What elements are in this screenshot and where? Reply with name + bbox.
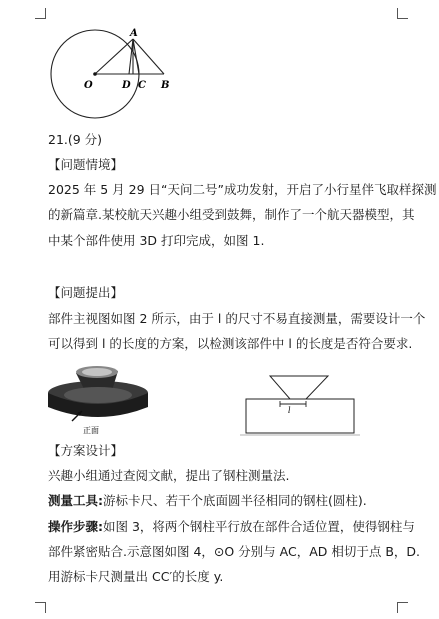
tools-text: 游标卡尺、若干个底面圆半径相同的钢柱(圆柱). — [103, 493, 367, 508]
page-corner-mark — [397, 602, 408, 613]
situation-line-3: 中某个部件使用 3D 打印完成，如图 1. — [48, 233, 265, 248]
center-point — [93, 72, 97, 76]
line-ao — [95, 39, 133, 74]
design-line-1: 兴趣小组通过查阅文献，提出了钢柱测量法. — [48, 468, 290, 483]
label-o: O — [84, 80, 93, 91]
steps-line-2: 部件紧密贴合.示意图如图 4，⊙O 分别与 AC，AD 相切于点 B，D. — [48, 544, 421, 559]
page-corner-mark — [35, 602, 46, 613]
length-label-l: l — [288, 406, 291, 415]
steps-label: 操作步骤: — [48, 519, 103, 534]
front-label: 正面 — [83, 426, 99, 435]
label-d: D — [122, 80, 131, 91]
tools-line — [48, 493, 367, 509]
section-title-question: 【问题提出】 — [48, 285, 124, 300]
label-c: C — [138, 80, 146, 91]
label-b: B — [161, 80, 170, 91]
steps-line — [48, 519, 415, 535]
question-line-2: 可以得到 l 的长度的方案，以检测该部件中 l 的长度是否符合要求. — [48, 336, 413, 351]
steps-text-1: 如图 3，将两个钢柱平行放在部件合适位置，使得钢柱与 — [103, 519, 415, 534]
section-title-situation: 【问题情境】 — [48, 157, 124, 172]
circle-tangent-figure — [40, 18, 190, 130]
problem-number: 21.(9 分) — [48, 132, 103, 147]
situation-line-1: 2025 年 5 月 29 日“天问二号”成功发射，开启了小行星伴飞取样探测 — [48, 182, 437, 197]
situation-line-2: 的新篇章.某校航天兴趣小组受到鼓舞，制作了一个航天器模型，其 — [48, 207, 415, 222]
section-title-design: 【方案设计】 — [48, 443, 124, 458]
line-ad — [129, 39, 133, 74]
question-line-1: 部件主视图如图 2 所示，由于 l 的尺寸不易直接测量，需要设计一个 — [48, 311, 426, 326]
part-3d-figure — [46, 363, 158, 443]
front-view-figure — [240, 372, 360, 438]
tools-label: 测量工具: — [48, 493, 103, 508]
page-corner-mark — [397, 8, 408, 19]
label-a: A — [130, 28, 138, 39]
steps-line-3: 用游标卡尺测量出 CC′的长度 y. — [48, 569, 224, 584]
